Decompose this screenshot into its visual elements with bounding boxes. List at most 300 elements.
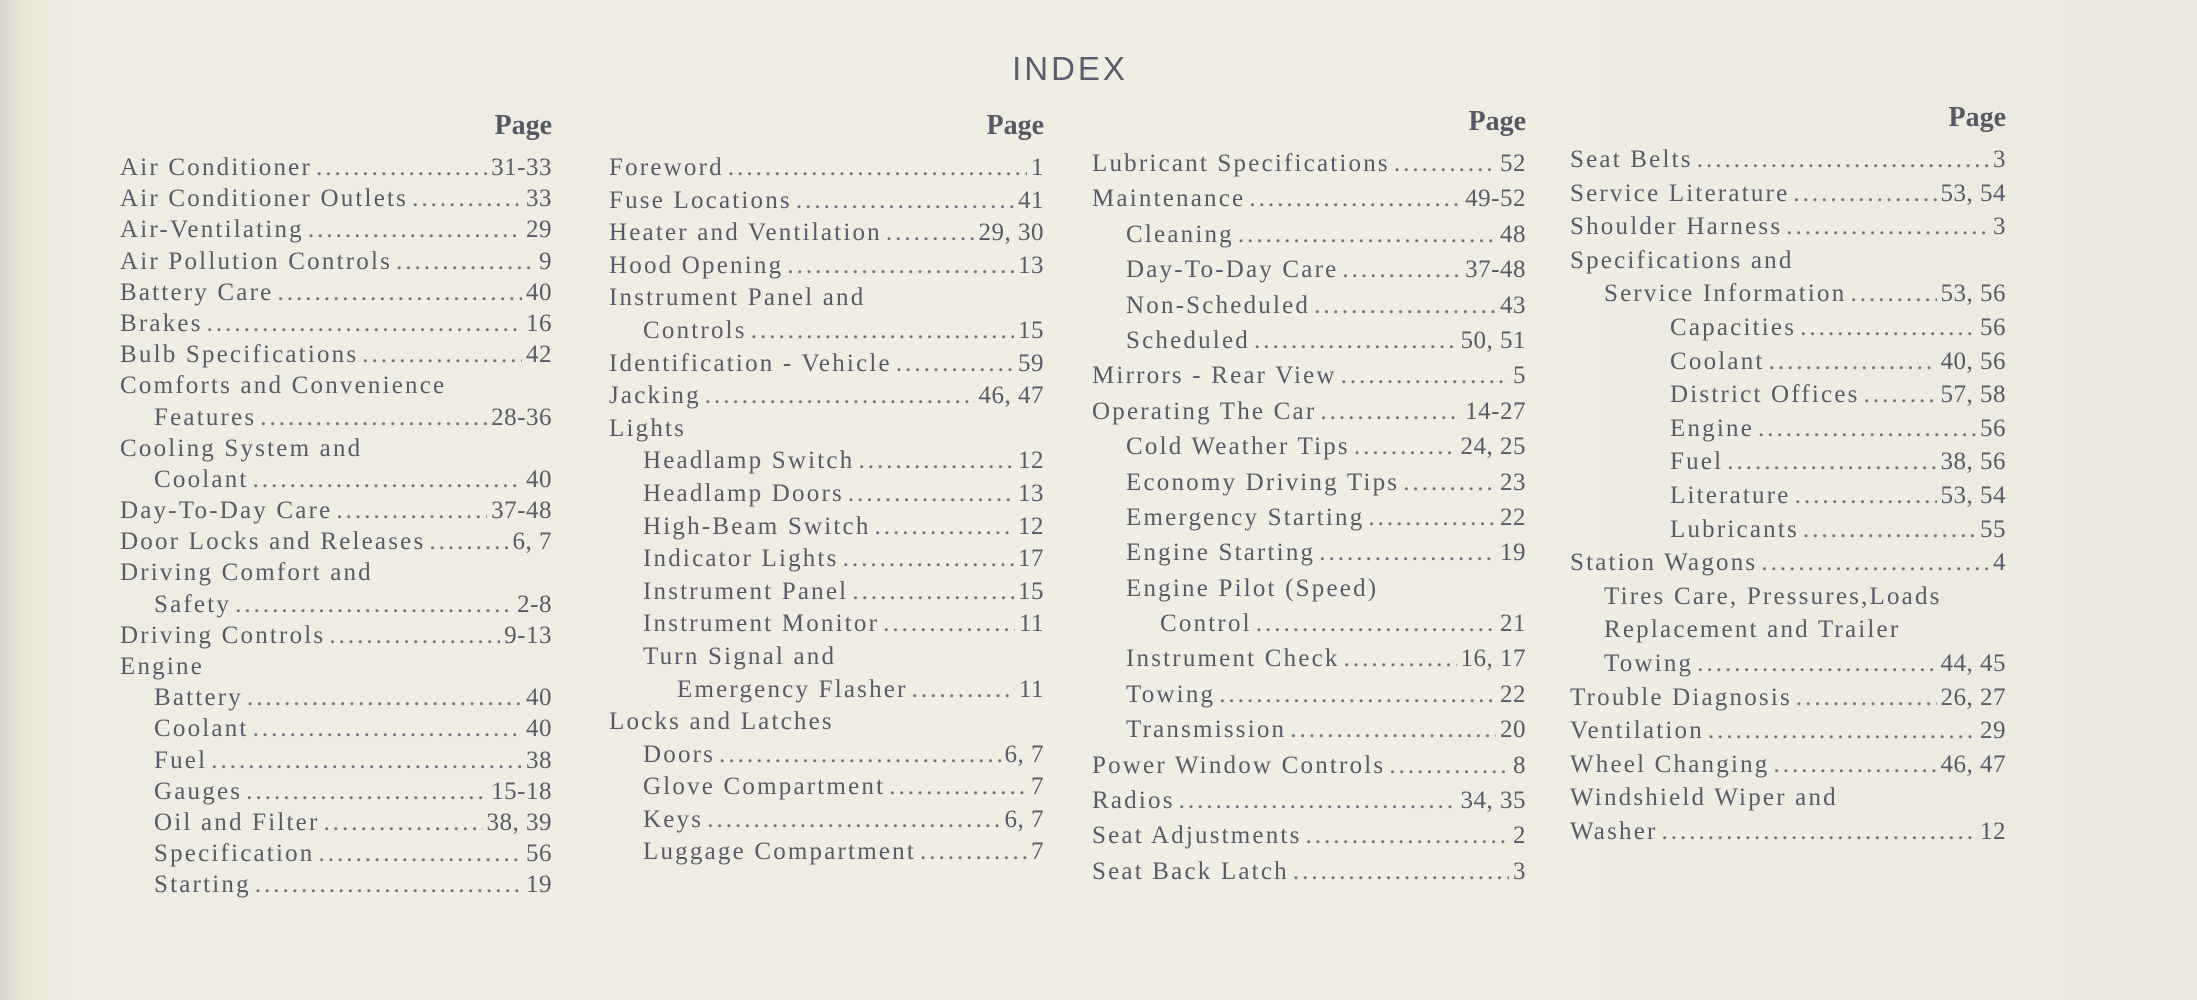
entry-page-number: 15: [1018, 316, 1044, 344]
entry-page-number: 21: [1500, 610, 1526, 638]
dot-leader: [412, 185, 522, 213]
index-entry: [609, 610, 1044, 643]
index-entry: [1092, 398, 1526, 433]
index-entry: [609, 545, 1044, 578]
dot-leader: [235, 591, 513, 619]
index-entry: [1570, 516, 2006, 550]
dot-leader: [1249, 185, 1461, 213]
dot-leader: [429, 528, 508, 556]
entry-label: Locks and Latches: [609, 708, 834, 736]
entry-page-number: 43: [1500, 291, 1526, 319]
index-entry: [120, 466, 552, 497]
entry-page-number: 8: [1513, 751, 1526, 779]
entry-label: Identification - Vehicle: [609, 349, 892, 377]
index-entry: [1092, 327, 1526, 362]
entry-label: Towing: [1604, 649, 1694, 677]
entry-label: Emergency Flasher: [677, 675, 908, 703]
entry-label: Lubricants: [1670, 515, 1799, 543]
index-entry: [1092, 362, 1526, 397]
entry-label: Jacking: [609, 382, 701, 410]
entry-page-number: 24, 25: [1460, 433, 1526, 461]
entry-page-number: 12: [1018, 447, 1044, 475]
index-entry: [609, 317, 1044, 350]
entry-label: Battery: [154, 684, 243, 712]
entry-label: Instrument Panel and: [609, 284, 866, 312]
entry-label: Bulb Specifications: [120, 341, 359, 369]
index-entry: [1092, 716, 1526, 751]
index-entry: [1570, 583, 2006, 617]
dot-leader: [362, 341, 522, 369]
index-entry: [1092, 822, 1526, 857]
index-entry: [609, 284, 1044, 317]
entry-page-number: 37-48: [491, 497, 552, 525]
index-entry: [609, 806, 1044, 839]
entry-label: Mirrors - Rear View: [1092, 362, 1337, 390]
index-entry: [120, 871, 552, 902]
page-column-header: Page: [986, 110, 1044, 141]
index-entry: [1092, 539, 1526, 574]
entry-page-number: 44, 45: [1940, 649, 2006, 677]
dot-leader: [1219, 681, 1496, 709]
entry-label: Fuel: [1670, 448, 1724, 476]
dot-leader: [1708, 717, 1976, 745]
entry-label: Shoulder Harness: [1570, 213, 1783, 241]
entry-page-number: 56: [1980, 414, 2006, 442]
dot-leader: [253, 715, 522, 743]
dot-leader: [1864, 381, 1937, 409]
entry-page-number: 11: [1018, 610, 1044, 638]
index-entry: [120, 840, 552, 871]
entry-page-number: 13: [1018, 479, 1044, 507]
entry-label: Gauges: [154, 777, 243, 805]
dot-leader: [253, 466, 522, 494]
index-entry: [1570, 650, 2006, 684]
entry-page-number: 52: [1500, 150, 1526, 177]
entry-page-number: 53, 54: [1940, 179, 2006, 207]
index-entry: [1092, 681, 1526, 716]
entry-label: Safety: [154, 590, 232, 618]
index-entry: [120, 341, 552, 372]
index-entry: [1570, 280, 2006, 314]
index-column-1: [120, 110, 552, 903]
dot-leader: [1774, 751, 1937, 779]
entry-label: Turn Signal and: [643, 642, 837, 670]
dot-leader: [1769, 348, 1937, 376]
dot-leader: [1314, 292, 1496, 320]
entry-label: Transmission: [1126, 716, 1287, 744]
entry-label: Engine Pilot (Speed): [1126, 574, 1379, 602]
dot-leader: [247, 684, 522, 712]
entry-page-number: 6, 7: [1004, 805, 1044, 833]
entry-label: Controls: [643, 316, 747, 344]
index-entry: [1570, 549, 2006, 583]
entry-page-number: 46, 47: [978, 382, 1044, 410]
entry-label: Driving Controls: [120, 621, 326, 649]
entry-label: Lubricant Specifications: [1092, 150, 1390, 177]
index-entry: [120, 154, 552, 185]
entry-page-number: 34, 35: [1460, 787, 1526, 815]
index-entry: [1092, 858, 1526, 893]
entry-page-number: 2-8: [517, 590, 552, 618]
entry-page-number: 12: [1018, 512, 1044, 540]
index-entry: [1092, 504, 1526, 539]
dot-leader: [1800, 314, 1976, 342]
dot-leader: [260, 404, 487, 432]
dot-leader: [796, 187, 1014, 215]
dot-leader: [912, 676, 1015, 704]
dot-leader: [883, 610, 1015, 638]
dot-leader: [1727, 448, 1936, 476]
entry-label: Day-To-Day Care: [120, 497, 333, 525]
dot-leader: [1697, 146, 1989, 174]
dot-leader: [896, 350, 1014, 378]
index-entry: [1092, 575, 1526, 610]
entry-page-number: 38: [526, 746, 552, 774]
entry-label: High-Beam Switch: [643, 512, 871, 540]
entry-label: Engine Starting: [1126, 539, 1316, 567]
index-entry: [1092, 787, 1526, 822]
entry-page-number: 3: [1993, 213, 2006, 241]
index-entry: [609, 187, 1044, 220]
dot-leader: [1320, 398, 1461, 426]
entry-label: Headlamp Switch: [643, 447, 855, 475]
dot-leader: [1256, 610, 1496, 638]
entry-label: Cold Weather Tips: [1126, 433, 1350, 461]
index-entry: [120, 622, 552, 653]
page-column-header: Page: [1468, 106, 1526, 137]
index-entry: [1570, 314, 2006, 348]
dot-leader: [1344, 645, 1457, 673]
entry-page-number: 56: [526, 840, 552, 868]
entry-label: Ventilation: [1570, 717, 1704, 745]
entry-label: Glove Compartment: [643, 773, 886, 801]
entry-label: Coolant: [154, 715, 249, 743]
entry-label: Tires Care, Pressures,Loads: [1604, 582, 1942, 610]
index-entry: [1092, 221, 1526, 256]
entry-page-number: 33: [526, 185, 552, 213]
entry-page-number: 22: [1500, 680, 1526, 708]
index-entry: [120, 715, 552, 746]
entry-page-number: 22: [1500, 503, 1526, 531]
index-entry: [1570, 247, 2006, 281]
entry-page-number: 28-36: [491, 403, 552, 431]
entry-label: Lights: [609, 414, 687, 442]
entry-page-number: 20: [1500, 716, 1526, 744]
index-entry: [1570, 415, 2006, 449]
dot-leader: [1394, 150, 1496, 178]
entry-page-number: 53, 54: [1940, 481, 2006, 509]
entry-label: Foreword: [609, 154, 724, 181]
entry-page-number: 37-48: [1465, 256, 1526, 284]
entry-label: Starting: [154, 871, 251, 899]
entry-label: Replacement and Trailer: [1604, 616, 1901, 644]
entry-page-number: 38, 56: [1940, 448, 2006, 476]
entry-label: Coolant: [1670, 347, 1765, 375]
entry-page-number: 7: [1031, 773, 1044, 801]
index-entry: [120, 435, 552, 466]
dot-leader: [1354, 433, 1457, 461]
dot-leader: [1795, 482, 1937, 510]
index-entry: [1092, 292, 1526, 327]
entry-page-number: 3: [1993, 146, 2006, 173]
entry-page-number: 3: [1513, 857, 1526, 885]
entry-page-number: 29: [526, 216, 552, 244]
index-entry: [1570, 784, 2006, 818]
index-entry: [609, 154, 1044, 187]
index-entry: [1092, 645, 1526, 680]
entry-page-number: 40, 56: [1940, 347, 2006, 375]
entry-label: Driving Comfort and: [120, 559, 373, 587]
entry-label: Brakes: [120, 309, 203, 337]
index-entry: [120, 248, 552, 279]
entry-page-number: 40: [526, 278, 552, 306]
dot-leader: [728, 154, 1027, 182]
entry-label: Oil and Filter: [154, 808, 320, 836]
dot-leader: [920, 838, 1027, 866]
entry-label: Features: [154, 403, 257, 431]
entry-label: Headlamp Doors: [643, 479, 844, 507]
entry-page-number: 29: [1980, 717, 2006, 745]
dot-leader: [705, 382, 975, 410]
entry-page-number: 11: [1018, 675, 1044, 703]
dot-leader: [1293, 858, 1509, 886]
entry-label: Literature: [1670, 481, 1791, 509]
page-column-header: Page: [1948, 102, 2006, 133]
dot-leader: [336, 497, 487, 525]
index-entry: [1570, 482, 2006, 516]
index-entry: [1092, 610, 1526, 645]
dot-leader: [1306, 822, 1509, 850]
index-entry: [120, 559, 552, 590]
index-entry: [1570, 616, 2006, 650]
entry-label: Maintenance: [1092, 185, 1246, 213]
entry-page-number: 40: [526, 684, 552, 712]
index-entry: [1570, 717, 2006, 751]
dot-leader: [1389, 752, 1509, 780]
entry-label: Seat Back Latch: [1092, 857, 1289, 885]
entry-label: Doors: [643, 740, 716, 768]
entry-page-number: 2: [1513, 822, 1526, 850]
entry-label: Specification: [154, 840, 315, 868]
index-entry: [609, 219, 1044, 252]
dot-leader: [1758, 415, 1976, 443]
entry-page-number: 9: [539, 247, 552, 275]
entry-label: Coolant: [154, 465, 249, 493]
dot-leader: [1850, 280, 1936, 308]
index-entry: [120, 497, 552, 528]
index-entry: [609, 643, 1044, 676]
entry-page-number: 55: [1980, 515, 2006, 543]
index-entry: [120, 310, 552, 341]
dot-leader: [1368, 504, 1496, 532]
entry-page-number: 4: [1993, 549, 2006, 577]
index-column-4: [1570, 102, 2006, 851]
index-entry: [1092, 469, 1526, 504]
entry-label: Power Window Controls: [1092, 751, 1386, 779]
dot-leader: [308, 216, 522, 244]
dot-leader: [858, 447, 1014, 475]
entry-page-number: 14-27: [1465, 397, 1526, 425]
entry-page-number: 38, 39: [486, 808, 552, 836]
entry-page-number: 49-52: [1465, 185, 1526, 213]
entry-label: District Offices: [1670, 381, 1860, 409]
dot-leader: [852, 578, 1014, 606]
index-entry: [1570, 684, 2006, 718]
entry-page-number: 15-18: [491, 777, 552, 805]
entry-label: Wheel Changing: [1570, 750, 1770, 778]
index-entry: [120, 747, 552, 778]
index-entry: [609, 838, 1044, 871]
entry-label: Economy Driving Tips: [1126, 468, 1400, 496]
entry-page-number: 16: [526, 309, 552, 337]
dot-leader: [316, 154, 487, 182]
entry-label: Trouble Diagnosis: [1570, 683, 1792, 711]
index-entry: [1570, 213, 2006, 247]
index-entry: [609, 480, 1044, 513]
entry-label: Non-Scheduled: [1126, 291, 1311, 319]
entry-label: Service Information: [1604, 280, 1847, 308]
index-column-3: [1092, 106, 1526, 893]
entry-label: Instrument Panel: [643, 577, 849, 605]
entry-label: Control: [1160, 610, 1252, 638]
entry-label: Keys: [643, 805, 704, 833]
entry-page-number: 29, 30: [978, 219, 1044, 247]
dot-leader: [1403, 469, 1496, 497]
entry-label: Service Literature: [1570, 179, 1790, 207]
index-entry: [609, 676, 1044, 709]
entry-label: Cleaning: [1126, 220, 1234, 248]
entry-page-number: 42: [526, 341, 552, 369]
entry-page-number: 53, 56: [1940, 280, 2006, 308]
entry-label: Hood Opening: [609, 251, 784, 279]
index-column-2: [609, 110, 1044, 871]
dot-leader: [751, 317, 1014, 345]
index-title: INDEX: [1012, 50, 1128, 87]
dot-leader: [1254, 327, 1457, 355]
entry-page-number: 7: [1031, 838, 1044, 866]
entry-label: Air Conditioner: [120, 154, 313, 181]
dot-leader: [324, 809, 483, 837]
entry-label: Engine: [120, 653, 205, 680]
entry-label: Cooling System and: [120, 434, 363, 462]
dot-leader: [319, 840, 523, 868]
index-entry: [609, 578, 1044, 611]
entry-label: Comforts and Convenience: [120, 372, 447, 400]
entry-page-number: 19: [1500, 539, 1526, 567]
index-entry: [609, 773, 1044, 806]
index-entry: [609, 708, 1044, 741]
entry-label: Emergency Starting: [1126, 503, 1365, 531]
entry-page-number: 6, 7: [1004, 740, 1044, 768]
entry-page-number: 15: [1018, 577, 1044, 605]
entry-label: Luggage Compartment: [643, 838, 916, 866]
dot-leader: [1662, 818, 1976, 846]
entry-page-number: 48: [1500, 220, 1526, 248]
entry-page-number: 16, 17: [1460, 645, 1526, 673]
entry-page-number: 59: [1018, 349, 1044, 377]
entry-label: Seat Adjustments: [1092, 822, 1302, 850]
entry-page-number: 23: [1500, 468, 1526, 496]
entry-label: Door Locks and Releases: [120, 528, 426, 556]
index-entry: [1092, 433, 1526, 468]
entry-label: Air-Ventilating: [120, 216, 304, 244]
entry-page-number: 57, 58: [1940, 381, 2006, 409]
index-entry: [120, 778, 552, 809]
entry-page-number: 56: [1980, 313, 2006, 341]
dot-leader: [875, 513, 1014, 541]
entry-page-number: 9-13: [504, 621, 552, 649]
dot-leader: [255, 871, 522, 899]
entry-label: Engine: [1670, 414, 1755, 442]
entry-label: Radios: [1092, 787, 1175, 815]
entry-label: Operating The Car: [1092, 397, 1317, 425]
dot-leader: [787, 252, 1014, 280]
dot-leader: [719, 741, 1000, 769]
entry-page-number: 46, 47: [1940, 750, 2006, 778]
dot-leader: [1786, 213, 1989, 241]
entry-label: Instrument Check: [1126, 645, 1340, 673]
index-entry: [609, 447, 1044, 480]
index-entry: [1570, 448, 2006, 482]
index-entry: [609, 513, 1044, 546]
index-entry: [1570, 818, 2006, 852]
index-entry: [1570, 146, 2006, 180]
entry-label: Scheduled: [1126, 326, 1250, 354]
index-entry: [120, 279, 552, 310]
index-entry: [120, 653, 552, 684]
entry-label: Capacities: [1670, 313, 1797, 341]
index-entry: [120, 404, 552, 435]
page-column-header: Page: [494, 110, 552, 141]
index-entry: [1570, 348, 2006, 382]
entry-label: Battery Care: [120, 278, 274, 306]
entry-label: Station Wagons: [1570, 549, 1758, 577]
entry-label: Seat Belts: [1570, 146, 1693, 173]
entry-label: Indicator Lights: [643, 545, 839, 573]
index-entry: [120, 591, 552, 622]
entry-label: Day-To-Day Care: [1126, 256, 1339, 284]
index-entry: [120, 216, 552, 247]
dot-leader: [886, 219, 975, 247]
dot-leader: [1342, 256, 1461, 284]
dot-leader: [1796, 684, 1937, 712]
index-entry: [120, 528, 552, 559]
entry-page-number: 1: [1031, 154, 1044, 181]
dot-leader: [396, 248, 535, 276]
index-entry: [120, 809, 552, 840]
index-entry: [1092, 150, 1526, 185]
entry-page-number: 41: [1018, 186, 1044, 214]
index-entry: [120, 185, 552, 216]
index-entry: [609, 350, 1044, 383]
entry-label: Instrument Monitor: [643, 610, 880, 638]
entry-page-number: 26, 27: [1940, 683, 2006, 711]
entry-page-number: 6, 7: [512, 528, 552, 556]
entry-page-number: 19: [526, 871, 552, 899]
entry-page-number: 40: [526, 465, 552, 493]
dot-leader: [211, 747, 522, 775]
entry-label: Washer: [1570, 817, 1658, 845]
dot-leader: [1761, 549, 1989, 577]
index-entry: [1092, 752, 1526, 787]
entry-label: Fuse Locations: [609, 186, 792, 214]
dot-leader: [843, 545, 1014, 573]
entry-label: Air Conditioner Outlets: [120, 185, 409, 213]
entry-page-number: 13: [1018, 251, 1044, 279]
dot-leader: [329, 622, 500, 650]
dot-leader: [848, 480, 1014, 508]
index-entry: [609, 741, 1044, 774]
